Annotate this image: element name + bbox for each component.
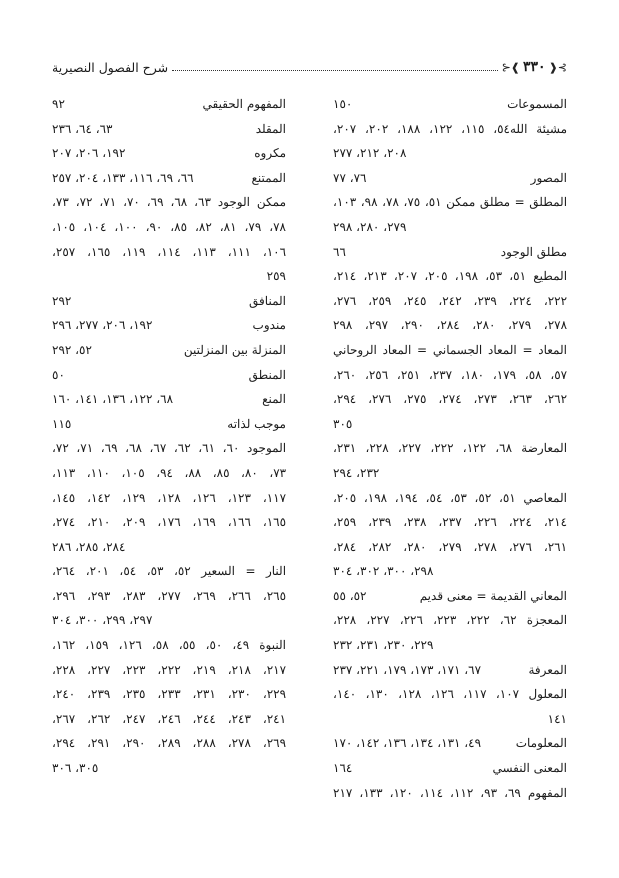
index-line: ممكن الوجود ٦٣، ٦٨، ٦٩، ٧٠، ٧١، ٧٢، ٧٣،: [52, 195, 287, 210]
index-line: [52, 166, 286, 191]
index-line: [333, 240, 567, 265]
index-line: [333, 731, 567, 756]
index-line: [52, 756, 286, 781]
index-line: [333, 633, 567, 658]
index-line: المعاصي ٥١، ٥٢، ٥٣، ٥٤، ١٩٤، ١٩٨، ٢٠٥،: [333, 490, 567, 505]
index-line: المعلول ١٠٧، ١١٧، ١٢٦، ١٢٨، ١٣٠، ١٤٠،: [333, 687, 568, 702]
index-line: ١٠٦، ١١١، ١١٣، ١١٤، ١١٩، ١٦٥، ٢٥٧،: [52, 244, 287, 259]
index-page-refs: ٩٢: [52, 97, 65, 111]
index-line: [52, 264, 286, 289]
index-line: [52, 313, 286, 338]
index-page-refs: ٢٩٢: [52, 293, 72, 308]
index-column-right: [333, 92, 567, 805]
index-line: المطيع ٥١، ٥٣، ١٩٨، ٢٠٥، ٢٠٧، ٢١٣، ٢١٤،: [333, 269, 568, 284]
index-page-refs: ٧٦، ٧٧: [333, 170, 367, 185]
ornament-icon: ❱⊰: [501, 60, 520, 74]
index-line: ٥٧، ٥٨، ١٧٩، ١٨٠، ٢٣٧، ٢٥١، ٢٥٦، ٢٦٠،: [333, 367, 568, 382]
index-page-refs: ٦٧، ١٧١، ١٧٣، ١٧٩، ٢٢١، ٢٣٧: [333, 662, 482, 677]
index-line: [333, 559, 567, 584]
index-term: المنطق: [248, 367, 286, 382]
index-page-refs: ٥٠: [52, 367, 65, 382]
index-line: [52, 363, 286, 388]
index-page-refs: ٥٢، ٥٥: [333, 588, 367, 603]
index-term: المنع: [262, 392, 286, 407]
index-line: [333, 215, 567, 240]
index-line: المعاد = المعاد الجسماني = المعاد الروحاني: [333, 342, 567, 357]
index-page-refs: ٢٠٨، ٢١٢، ٢٧٧: [333, 146, 407, 161]
index-page-refs: ٢٨٤، ٢٨٥، ٢٨٦: [52, 539, 126, 554]
index-term: المعلومات: [515, 736, 567, 751]
index-page-refs: ١٥٠: [333, 97, 353, 111]
running-title: شرح الفصول النصيرية: [52, 59, 169, 75]
index-line: المعجزة ٦٢، ٢٢٢، ٢٢٣، ٢٢٦، ٢٢٧، ٢٢٨،: [333, 613, 568, 628]
index-page-refs: ١١٥: [52, 416, 72, 431]
index-page-refs: ٦٦، ٦٩، ١١٦، ١٣٣، ٢٠٤، ٢٥٧: [52, 170, 194, 185]
index-term: المنزلة بين المنزلتين: [183, 342, 286, 357]
index-line: [333, 92, 567, 117]
index-line: المفهوم ٦٩، ٩٣، ١١٢، ١١٤، ١٢٠، ١٣٣، ٢١٧: [333, 785, 568, 800]
index-line: المطلق = مطلق ممكن ٥١، ٧٥، ٧٨، ٩٨، ١٠٣،: [333, 195, 568, 210]
index-term: المسموعات: [507, 97, 567, 111]
index-line: [52, 289, 286, 314]
index-page-refs: ٢٣٢، ٢٩٤: [333, 465, 380, 480]
index-line: ٢١٧، ٢١٨، ٢١٩، ٢٢٢، ٢٢٣، ٢٢٧، ٢٢٨،: [52, 662, 287, 677]
index-line: [52, 387, 286, 412]
index-page-refs: ٢٧٩، ٢٨٠، ٢٩٨: [333, 219, 407, 234]
index-line: ٢٢٩، ٢٣٠، ٢٣١، ٢٣٣، ٢٣٥، ٢٣٩، ٢٤٠،: [52, 687, 287, 702]
index-term: موجب لذاته: [227, 416, 286, 431]
index-term: المقلد: [255, 121, 286, 136]
index-term: المنافق: [249, 293, 286, 308]
index-page-refs: ٢٩٨، ٣٠٠، ٣٠٢، ٣٠٤: [333, 564, 434, 579]
index-line: [333, 461, 567, 486]
index-line: ٢٧٨، ٢٧٩، ٢٨٠، ٢٨٤، ٢٩٠، ٢٩٧، ٢٩٨: [333, 318, 568, 333]
index-line: المعارضة ٦٨، ١٢٢، ٢٢٢، ٢٢٧، ٢٢٨، ٢٣١،: [333, 441, 568, 456]
index-line: ١١٧، ١٢٣، ١٢٦، ١٢٨، ١٢٩، ١٤٢، ١٤٥،: [52, 490, 287, 505]
index-line: النبوة ٤٩، ٥٠، ٥٥، ٥٨، ١٢٦، ١٥٩، ١٦٢،: [52, 638, 286, 653]
index-column-left: [52, 92, 286, 781]
index-page-refs: ٤٩، ١٣١، ١٣٤، ١٣٦، ١٤٢، ١٧٠: [333, 736, 482, 751]
index-line: ٢٦١، ٢٧٦، ٢٧٨، ٢٧٩، ٢٨٠، ٢٨٢، ٢٨٤،: [333, 539, 568, 554]
index-line: ٧٨، ٧٩، ٨١، ٨٢، ٨٥، ٩٠، ١٠٠، ١٠٤، ١٠٥،: [52, 219, 286, 234]
page-header: [52, 56, 567, 78]
index-page-refs: ٣٠٥: [333, 416, 353, 431]
index-term: مندوب: [252, 318, 286, 333]
index-term: المعاني القديمة = معنى قديم: [419, 588, 567, 603]
index-line: [333, 707, 567, 732]
index-line: [333, 584, 567, 609]
index-line: [333, 756, 567, 781]
index-page-refs: ٢٢٩، ٢٣٠، ٢٣١، ٢٣٢: [333, 638, 434, 653]
index-page-refs: ٦٦: [333, 244, 346, 259]
index-page-refs: ٦٨، ١٢٢، ١٣٦، ١٤١، ١٦٠: [52, 392, 174, 407]
index-line: [333, 658, 567, 683]
index-page-refs: ٢٩٧، ٢٩٩، ٣٠٠، ٣٠٤: [52, 613, 153, 628]
index-term: المفهوم الحقيقي: [202, 97, 286, 111]
index-line: ٧٣، ٨٠، ٨٥، ٨٨، ٩٤، ١٠٥، ١١٠، ١١٣،: [52, 465, 287, 480]
index-line: [52, 141, 286, 166]
index-page-refs: ١٩٢، ٢٠٦، ٢٧٧، ٢٩٦: [52, 318, 153, 333]
index-line: [52, 608, 286, 633]
index-term: المعنى النفسي: [492, 761, 567, 776]
page-number: ٣٣٠: [523, 59, 546, 75]
index-page-refs: ٥٢، ٢٩٢: [52, 342, 92, 357]
ornament-icon: ⊱❰: [548, 60, 567, 74]
index-page-refs: ٦٣، ٦٤، ٢٣٦: [52, 121, 113, 136]
index-line: ٢٤١، ٢٤٣، ٢٤٤، ٢٤٦، ٢٤٧، ٢٦٢، ٢٦٧،: [52, 711, 287, 726]
index-term: مكروه: [254, 146, 286, 161]
index-line: [333, 141, 567, 166]
index-line: [52, 535, 286, 560]
index-line: ١٦٥، ١٦٦، ١٦٩، ١٧٦، ٢٠٩، ٢١٠، ٢٧٤،: [52, 515, 287, 530]
index-line: [52, 412, 286, 437]
index-page-refs: ٣٠٥، ٣٠٦: [52, 761, 99, 776]
index-line: ٢١٤، ٢٢٤، ٢٢٦، ٢٣٧، ٢٣٨، ٢٣٩، ٢٥٩،: [333, 515, 568, 530]
index-line: الموجود ٦٠، ٦١، ٦٢، ٦٧، ٦٨، ٦٩، ٧١، ٧٢،: [52, 441, 287, 456]
index-line: [333, 412, 567, 437]
index-page-refs: ١٦٤: [333, 761, 353, 776]
index-line: ٢٦٩، ٢٧٨، ٢٨٨، ٢٨٩، ٢٩٠، ٢٩١، ٢٩٤،: [52, 736, 287, 751]
index-page-refs: ٢٥٩: [266, 269, 286, 284]
index-term: مطلق الوجود: [500, 244, 567, 259]
index-line: [333, 166, 567, 191]
index-term: المعرفة: [528, 662, 567, 677]
index-line: [52, 117, 286, 142]
index-line: ٢٢٢، ٢٢٤، ٢٣٩، ٢٤٢، ٢٤٥، ٢٥٩، ٢٧٦،: [333, 293, 568, 308]
index-line: ٢٦٢، ٢٦٣، ٢٧٣، ٢٧٤، ٢٧٥، ٢٧٦، ٢٩٤،: [333, 392, 568, 407]
dotted-leader: [172, 60, 497, 71]
index-page-refs: ١٤١: [547, 711, 567, 726]
index-line: ٢٦٥، ٢٦٦، ٢٦٩، ٢٧٧، ٢٨٣، ٢٩٣، ٢٩٦،: [52, 588, 287, 603]
index-line: مشيئة الله٥٤، ١١٥، ١٢٢، ١٨٨، ٢٠٢، ٢٠٧،: [333, 121, 568, 136]
index-page-refs: ١٩٢، ٢٠٦، ٢٠٧: [52, 146, 126, 161]
index-line: النار = السعير ٥٢، ٥٣، ٥٤، ٢٠١، ٢٦٤،: [52, 564, 287, 579]
index-term: المصور: [530, 170, 567, 185]
index-term: الممتنع: [251, 170, 286, 185]
index-line: [52, 92, 286, 117]
index-line: [52, 338, 286, 363]
